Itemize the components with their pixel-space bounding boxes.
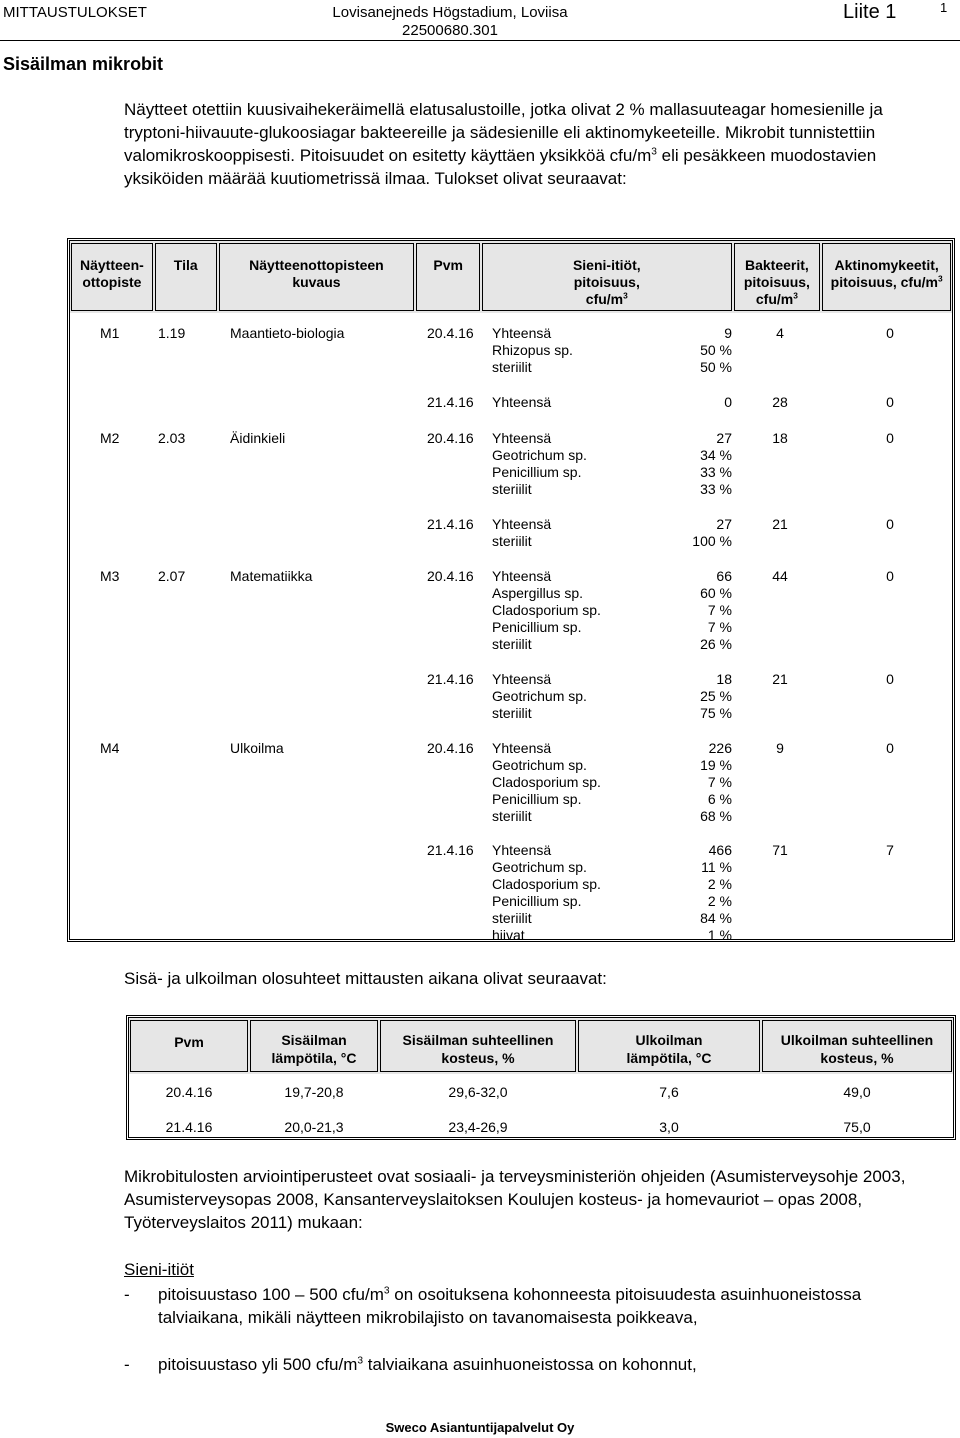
bullet-dash: -: [124, 1355, 130, 1374]
cell-organisms: [492, 568, 732, 653]
cell-actino: 0: [886, 516, 894, 532]
page-number: 1: [940, 0, 948, 15]
cell-bacteria: 21: [772, 671, 788, 687]
organism-value: 34 %: [700, 447, 732, 463]
conditions-table-header: [129, 1018, 953, 1074]
header-rule: [0, 40, 960, 41]
organism-value: 1 %: [707, 927, 732, 943]
organism-name: Yhteensä: [492, 740, 552, 756]
organism-value: 7 %: [707, 774, 732, 790]
cond-cell-date: 20.4.16: [165, 1084, 213, 1100]
organism-line: [492, 636, 732, 653]
organism-value: 50 %: [700, 342, 732, 358]
cond-cell-out-rh: 75,0: [843, 1119, 871, 1135]
organism-value: 11 %: [701, 859, 732, 875]
organism-name: steriilit: [492, 705, 532, 721]
header-actino-sup: 3: [937, 273, 943, 284]
organism-value: 50 %: [700, 359, 732, 375]
organism-name: hiivat: [492, 927, 525, 943]
organism-name: steriilit: [492, 636, 532, 652]
organism-line: [492, 464, 732, 481]
bullet-text: [158, 1283, 914, 1329]
cell-bacteria: 9: [776, 740, 784, 756]
cell-room: 1.19: [158, 325, 186, 341]
organism-line: [492, 808, 732, 825]
cond-header-in-temp-l2: lämpötila, °C: [271, 1050, 357, 1066]
organism-line: [492, 740, 732, 757]
organism-value: 2 %: [707, 876, 732, 892]
organism-line: [492, 325, 732, 342]
header-point-l2: ottopiste: [82, 274, 142, 290]
conditions-row: [129, 1119, 953, 1135]
cond-cell-in-temp: 19,7-20,8: [284, 1084, 344, 1100]
organism-value: 100 %: [692, 533, 732, 549]
header-point: [71, 243, 153, 311]
cond-header-out-rh: [762, 1020, 952, 1072]
organism-name: Yhteensä: [492, 516, 552, 532]
cond-header-in-rh-l2: kosteus, %: [441, 1050, 515, 1066]
page-title: Sisäilman mikrobit: [3, 54, 164, 74]
sample-table-header: [70, 241, 952, 313]
cond-cell-out-rh: 49,0: [843, 1084, 871, 1100]
cond-cell-in-temp: 20,0-21,3: [284, 1119, 344, 1135]
bullet-text-1: pitoisuustaso yli 500 cfu/m: [158, 1355, 358, 1374]
cond-header-in-temp: [250, 1020, 378, 1072]
header-date: Pvm: [416, 243, 480, 311]
header-appendix: Liite 1: [843, 1, 897, 23]
organism-value: 18: [716, 671, 732, 687]
cell-organisms: [492, 516, 732, 550]
cell-date: 21.4.16: [427, 671, 474, 687]
organism-name: Penicillium sp.: [492, 893, 582, 909]
organism-name: steriilit: [492, 359, 532, 375]
organism-name: Geotrichum sp.: [492, 688, 587, 704]
cell-desc: Matematiikka: [230, 568, 313, 584]
organism-name: Aspergillus sp.: [492, 585, 584, 601]
organism-value: 68 %: [700, 808, 732, 824]
organism-name: Yhteensä: [492, 842, 552, 858]
organism-name: Penicillium sp.: [492, 791, 582, 807]
cell-point: M1: [100, 325, 120, 341]
cond-cell-out-temp: 3,0: [659, 1119, 679, 1135]
organism-value: 0: [724, 394, 732, 410]
organism-line: [492, 430, 732, 447]
header-actino: [822, 243, 951, 311]
organism-name: Yhteensä: [492, 671, 552, 687]
intro-sup: 3: [651, 146, 657, 158]
bullet-text: [158, 1353, 697, 1376]
cell-bacteria: 44: [772, 568, 788, 584]
organism-line: [492, 688, 732, 705]
cell-actino: 0: [886, 740, 894, 756]
cell-actino: 0: [886, 430, 894, 446]
header-bact-unit: cfu/m: [755, 291, 794, 307]
header-project-name: Lovisanejneds Högstadium, Loviisa: [332, 4, 568, 21]
organism-name: steriilit: [492, 481, 532, 497]
cell-point: M2: [100, 430, 120, 446]
cell-date: 21.4.16: [427, 394, 474, 410]
organism-line: [492, 671, 732, 688]
cell-actino: 0: [886, 394, 894, 410]
header-desc-l2: kuvaus: [292, 274, 341, 290]
cell-actino: 0: [886, 325, 894, 341]
conditions-row: [129, 1084, 953, 1100]
organism-name: steriilit: [492, 533, 532, 549]
header-actino-l1: Aktinomykeetit,: [834, 257, 939, 273]
cell-actino: 0: [886, 568, 894, 584]
intro-text-2: eli pesäkkeen muodostavien yksiköiden määrää kuutiometrissä ilmaa. Tulokset olivat seuraavat:: [124, 146, 877, 188]
cond-cell-out-temp: 7,6: [659, 1084, 679, 1100]
cell-bacteria: 28: [772, 394, 788, 410]
organism-name: steriilit: [492, 910, 532, 926]
cell-bacteria: 71: [772, 842, 788, 858]
header-actino-l2: [823, 274, 950, 291]
organism-name: Geotrichum sp.: [492, 757, 587, 773]
organism-name: Penicillium sp.: [492, 619, 582, 635]
organism-name: Geotrichum sp.: [492, 447, 587, 463]
header-bacteria: [734, 243, 821, 311]
bullet-item: [124, 1353, 914, 1376]
footer-company: Sweco Asiantuntijapalvelut Oy: [385, 1420, 575, 1435]
cell-date: 20.4.16: [427, 740, 474, 756]
organism-value: 19 %: [700, 757, 732, 773]
header-fungi: [482, 243, 731, 311]
organism-value: 26 %: [700, 636, 732, 652]
organism-value: 60 %: [700, 585, 732, 601]
intro-text-1: Näytteet otettiin kuusivaihekeräimellä elatusalustoille, jotka olivat 2 % mallasuuteagar homesienille ja tryptoni-hiivauute-glukoosiagar bakteereille ja sädesienille eli aktinomykeeteille. Mikrobit tunnistettiin valomikroskooppisesti. Pitoisuudet on esitetty käyttäen yksikköä cfu/m: [124, 100, 883, 165]
organism-line: [492, 876, 732, 893]
organism-name: Geotrichum sp.: [492, 859, 587, 875]
cell-bacteria: 21: [772, 516, 788, 532]
organism-line: [492, 447, 732, 464]
cell-point: M4: [100, 740, 120, 756]
organism-name: Yhteensä: [492, 325, 552, 341]
cell-bacteria: 4: [776, 325, 784, 341]
organism-value: 7 %: [707, 602, 732, 618]
cell-date: 20.4.16: [427, 568, 474, 584]
cell-actino: 7: [886, 842, 894, 858]
cond-header-date: Pvm: [130, 1020, 248, 1072]
cell-date: 21.4.16: [427, 842, 474, 858]
bullet-sup: 3: [383, 1285, 390, 1297]
cond-header-in-rh: [380, 1020, 576, 1072]
organism-line: [492, 533, 732, 550]
bullet-sup: 3: [357, 1355, 364, 1367]
organism-name: Cladosporium sp.: [492, 774, 601, 790]
sample-results-table: [67, 238, 955, 942]
cell-organisms: [492, 740, 732, 825]
cell-date: 20.4.16: [427, 325, 474, 341]
organism-line: [492, 774, 732, 791]
organism-value: 27: [716, 516, 732, 532]
header-project-number: 22500680.301: [402, 22, 498, 39]
cell-point: M3: [100, 568, 120, 584]
header-fungi-sup: 3: [623, 290, 628, 301]
header-room: Tila: [155, 243, 217, 311]
cond-header-out-temp: [578, 1020, 760, 1072]
cell-desc: Ulkoilma: [230, 740, 284, 756]
bullet-dash: -: [124, 1285, 130, 1304]
organism-value: 84 %: [700, 910, 732, 926]
cond-cell-in-rh: 29,6-32,0: [448, 1084, 508, 1100]
organism-name: Cladosporium sp.: [492, 876, 601, 892]
organism-line: [492, 893, 732, 910]
organism-value: 25 %: [700, 688, 732, 704]
criteria-paragraph: Mikrobitulosten arviointiperusteet ovat sosiaali- ja terveysministeriön ohjeiden (Asumisterveysohje 2003, Asumisterveysopas 2008, Kansanterveyslaitoksen Koulujen kosteus- ja homevauriot – opas 2008, Työterveyslaitos 2011) mukaan:: [124, 1167, 906, 1232]
cell-actino: 0: [886, 671, 894, 687]
cond-header-out-temp-l1: Ulkoilman: [635, 1032, 703, 1048]
cell-organisms: [492, 325, 732, 376]
organism-line: [492, 568, 732, 585]
organism-value: 9: [724, 325, 732, 341]
header-section-title: MITTAUSTULOKSET: [3, 4, 147, 21]
cell-organisms: [492, 842, 732, 944]
organism-line: [492, 791, 732, 808]
cell-desc: Maantieto-biologia: [230, 325, 345, 341]
bullet-text-1: pitoisuustaso 100 – 500 cfu/m: [158, 1285, 384, 1304]
organism-name: Rhizopus sp.: [492, 342, 573, 358]
header-actino-unit: pitoisuus, cfu/m: [830, 274, 938, 290]
cond-header-out-rh-l1: Ulkoilman suhteellinen: [780, 1032, 934, 1048]
fungi-section-title: Sieni-itiöt: [124, 1260, 194, 1279]
organism-line: [492, 602, 732, 619]
header-point-l1: Näytteen-: [80, 257, 144, 273]
header-fungi-unit: cfu/m: [585, 291, 624, 307]
organism-value: 66: [716, 568, 732, 584]
cond-header-in-rh-l1: Sisäilman suhteellinen: [402, 1032, 554, 1048]
organism-line: [492, 359, 732, 376]
cell-bacteria: 18: [772, 430, 788, 446]
organism-line: [492, 910, 732, 927]
bullet-text-2: talviaikana asuinhuoneistossa on kohonnut,: [363, 1355, 697, 1374]
organism-line: [492, 859, 732, 876]
header-fungi-l3: [483, 291, 730, 308]
header-bact-sup: 3: [793, 290, 798, 301]
intro-paragraph: [124, 98, 934, 190]
organism-line: [492, 481, 732, 498]
cell-date: 21.4.16: [427, 516, 474, 532]
header-fungi-l1: Sieni-itiöt,: [572, 257, 641, 273]
cond-cell-in-rh: 23,4-26,9: [448, 1119, 508, 1135]
cell-organisms: [492, 430, 732, 498]
header-project: [330, 4, 570, 40]
organism-name: Cladosporium sp.: [492, 602, 601, 618]
conditions-intro: Sisä- ja ulkoilman olosuhteet mittausten aikana olivat seuraavat:: [124, 969, 607, 988]
organism-name: Yhteensä: [492, 430, 552, 446]
organism-value: 75 %: [700, 705, 732, 721]
organism-line: [492, 842, 732, 859]
header-fungi-l2: pitoisuus,: [573, 274, 640, 290]
cell-organisms: [492, 394, 732, 411]
header-desc: [219, 243, 415, 311]
organism-value: 2 %: [707, 893, 732, 909]
organism-value: 7 %: [707, 619, 732, 635]
cond-cell-date: 21.4.16: [165, 1119, 213, 1135]
header-desc-l1: Näytteenottopisteen: [249, 257, 384, 273]
organism-value: 466: [708, 842, 732, 858]
cell-room: 2.07: [158, 568, 186, 584]
organism-name: steriilit: [492, 808, 532, 824]
organism-line: [492, 705, 732, 722]
organism-name: Yhteensä: [492, 568, 552, 584]
organism-line: [492, 757, 732, 774]
bullet-text-2: on osoituksena kohonneesta pitoisuudesta asuinhuoneistossa talviaikana, mikäli näytteen mikrobilajisto on tavanomaisesta poikkeava,: [158, 1285, 862, 1327]
organism-value: 33 %: [700, 481, 732, 497]
header-bact-l2: pitoisuus,: [743, 274, 810, 290]
organism-line: [492, 585, 732, 602]
organism-line: [492, 342, 732, 359]
organism-name: Penicillium sp.: [492, 464, 582, 480]
organism-value: 27: [716, 430, 732, 446]
bullet-item: [124, 1283, 914, 1329]
organism-value: 226: [708, 740, 732, 756]
header-bact-l3: [735, 291, 820, 308]
header-bact-l1: Bakteerit,: [744, 257, 809, 273]
organism-value: 33 %: [700, 464, 732, 480]
organism-value: 6 %: [707, 791, 732, 807]
cell-date: 20.4.16: [427, 430, 474, 446]
organism-line: [492, 619, 732, 636]
cond-header-in-temp-l1: Sisäilman: [281, 1032, 347, 1048]
cell-room: 2.03: [158, 430, 186, 446]
cell-desc: Äidinkieli: [230, 430, 286, 446]
cond-header-out-rh-l2: kosteus, %: [820, 1050, 894, 1066]
organism-line: [492, 516, 732, 533]
organism-line: [492, 927, 732, 944]
organism-line: [492, 394, 732, 411]
cond-header-out-temp-l2: lämpötila, °C: [626, 1050, 712, 1066]
cell-organisms: [492, 671, 732, 722]
conditions-table: [126, 1015, 956, 1140]
organism-name: Yhteensä: [492, 394, 552, 410]
